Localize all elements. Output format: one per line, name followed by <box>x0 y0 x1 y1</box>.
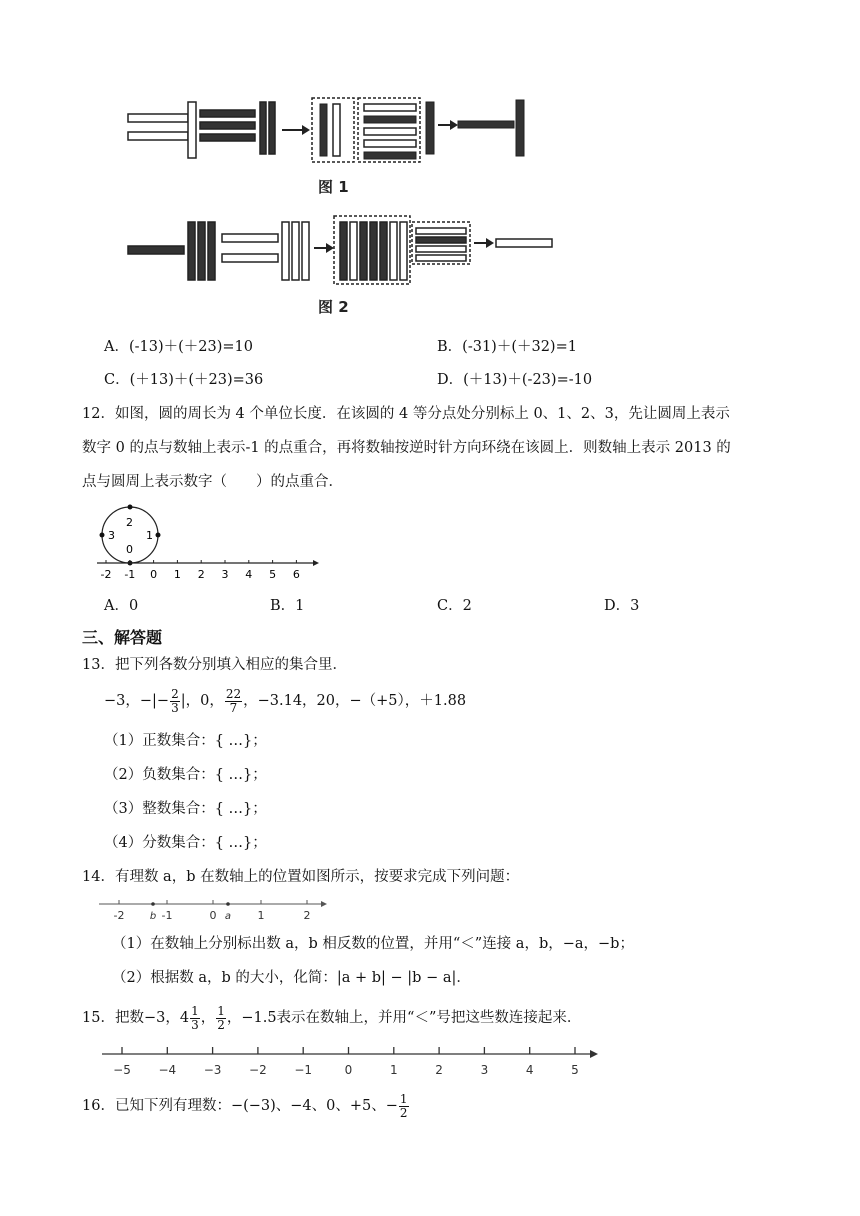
q14-part-1: （1）在数轴上分别标出数 a，b 相反数的位置，并用“＜”连接 a，b，−a，−b； <box>112 936 634 952</box>
axis-tick-label: 3 <box>221 568 229 581</box>
axis-tick-label: 4 <box>525 1063 534 1077</box>
q12-option-b: B．1 <box>270 598 305 614</box>
circle-label-0: 0 <box>126 543 133 556</box>
q12-circle-numberline <box>95 502 325 584</box>
axis-tick-label: −4 <box>158 1063 177 1077</box>
axis-tick-label: 5 <box>269 568 277 581</box>
q13-item-2: （2）负数集合：{ …}； <box>104 767 267 783</box>
axis-tick-label: a <box>224 911 232 922</box>
axis-tick-label: 3 <box>480 1063 489 1077</box>
q16-stem: 16．已知下列有理数：−(−3)、−4、0、+5、− $\frac{1}{2}$ <box>82 1091 408 1120</box>
q14-number-line <box>95 896 335 926</box>
q12-option-c: C．2 <box>437 598 472 614</box>
axis-tick-label: 1 <box>257 909 265 922</box>
figure-1-caption: 图 1 <box>318 178 349 196</box>
q13-item-1: （1）正数集合：{ …}； <box>104 733 267 749</box>
axis-tick-label: −3 <box>203 1063 222 1077</box>
q12-option-a: A．0 <box>104 598 139 614</box>
circle-label-2: 2 <box>126 516 133 529</box>
axis-tick-label: 5 <box>571 1063 579 1077</box>
q13-item-4: （4）分数集合：{ …}； <box>104 835 267 851</box>
figure-1-diagram <box>120 92 540 172</box>
axis-tick-label: -1 <box>161 909 173 922</box>
fraction-2-3: $\frac{2}{3}$ <box>171 686 179 715</box>
fraction-1-2: $\frac{1}{2}$ <box>399 1091 408 1120</box>
axis-tick-label: b <box>149 911 157 922</box>
q11-option-b: B．(-31)＋(＋32)=1 <box>437 339 577 355</box>
axis-tick-label: 2 <box>303 909 311 922</box>
axis-tick-label: -1 <box>124 568 136 581</box>
axis-tick-label: 0 <box>344 1063 353 1077</box>
q11-option-d: D．(＋13)＋(-23)=-10 <box>437 372 593 388</box>
axis-tick-label: 0 <box>209 909 217 922</box>
mixed-number-4-1-3: 4 $\frac{1}{3}$ <box>179 1003 199 1032</box>
q15-number-line <box>100 1044 600 1080</box>
axis-tick-label: −2 <box>249 1063 267 1077</box>
fraction-22-7: $\frac{22}{7}$ <box>225 686 242 715</box>
axis-tick-label: 4 <box>245 568 253 581</box>
figure-2-diagram <box>120 210 560 290</box>
axis-tick-label: -2 <box>100 568 112 581</box>
axis-tick-label: −5 <box>113 1063 131 1077</box>
q11-option-a: A．(-13)＋(＋23)=10 <box>104 339 254 355</box>
q14-part-2: （2）根据数 a，b 的大小，化简：|a + b| − |b − a|． <box>112 970 471 986</box>
q14-stem: 14．有理数 a，b 在数轴上的位置如图所示，按要求完成下列问题： <box>82 869 520 885</box>
q12-line-2: 数字 0 的点与数轴上表示-1 的点重合，再将数轴按逆时针方向环绕在该圆上．则数轴上表示 2013 的 <box>82 440 731 456</box>
axis-tick-label: 6 <box>292 568 300 581</box>
axis-tick-label: -2 <box>113 909 125 922</box>
axis-tick-label: 1 <box>389 1063 398 1077</box>
figure-2-caption: 图 2 <box>318 298 349 316</box>
circle-label-3: 3 <box>108 529 115 542</box>
point-b <box>151 902 155 906</box>
q12-option-d: D．3 <box>604 598 640 614</box>
section-3-title: 三、解答题 <box>82 628 163 647</box>
circle-label-1: 1 <box>146 529 153 542</box>
q12-line-3: 点与圆周上表示数字（ ）的点重合． <box>82 474 343 490</box>
q15-stem: 15．把数−3，4 $\frac{1}{3}$ ， $\frac{1}{2}$ ，−1.5表示在数轴上，并用“＜”号把这些数连接起来． <box>82 1003 582 1032</box>
q11-option-c: C．(＋13)＋(＋23)=36 <box>104 372 264 388</box>
fraction-1-2: $\frac{1}{2}$ <box>217 1003 225 1032</box>
axis-tick-label: 0 <box>150 568 158 581</box>
q13-stem: 13．把下列各数分别填入相应的集合里． <box>82 657 347 673</box>
axis-tick-label: 2 <box>197 568 205 581</box>
q13-numbers: −3，−|− $\frac{2}{3}$ |，0， $\frac{22}{7}$ ，−3.14，20，−（+5），＋1.88 <box>104 686 467 715</box>
point-a <box>226 902 230 906</box>
axis-tick-label: 1 <box>173 568 181 581</box>
q13-item-3: （3）整数集合：{ …}； <box>104 801 267 817</box>
axis-tick-label: 2 <box>435 1063 443 1077</box>
axis-tick-label: −1 <box>294 1063 313 1077</box>
q12-line-1: 12．如图，圆的周长为 4 个单位长度．在该圆的 4 等分点处分别标上 0、1、2、3，先让圆周上表示 <box>82 406 730 422</box>
